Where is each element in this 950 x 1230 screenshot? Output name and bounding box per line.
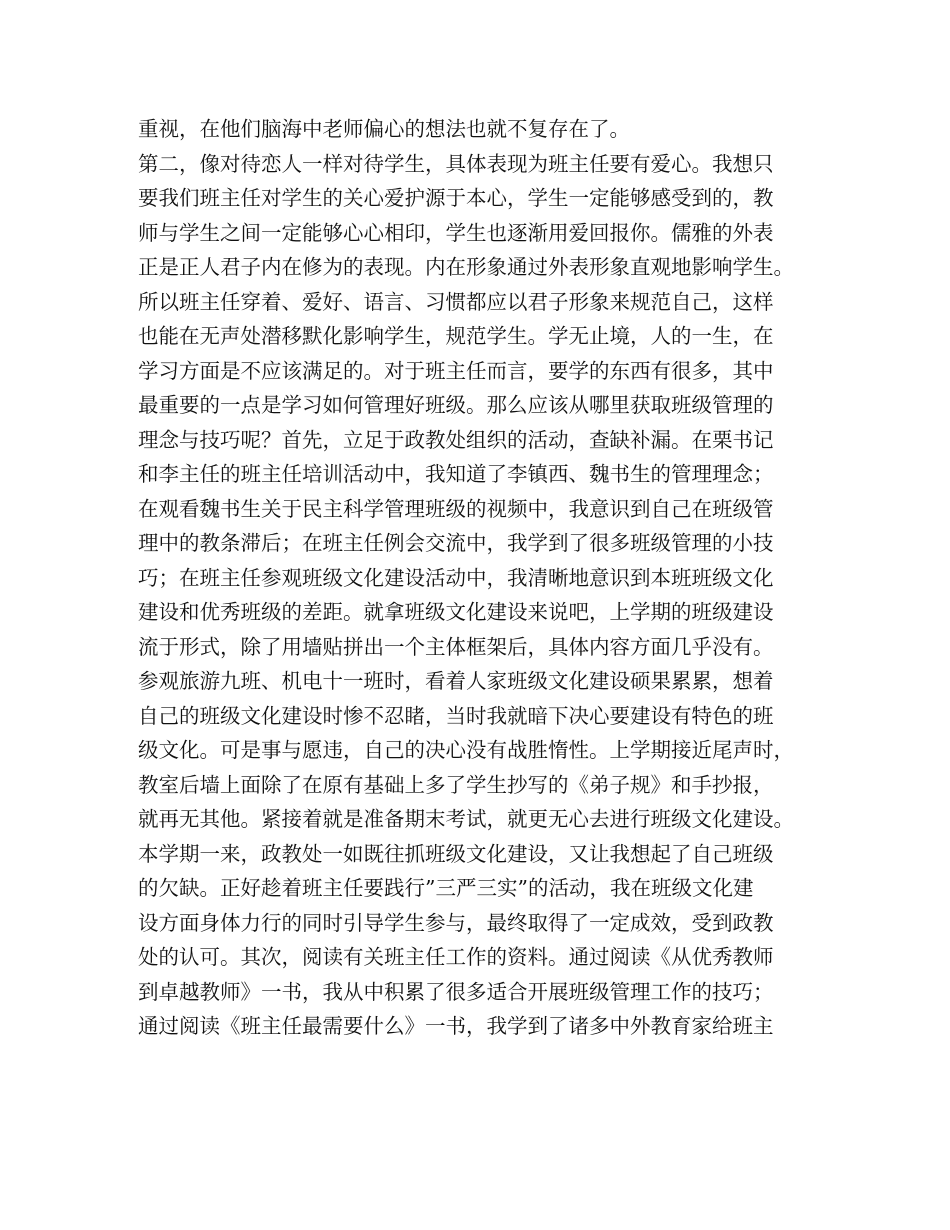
- text-line: 也能在无声处潜移默化影响学生，规范学生。学无止境，人的一生，在: [138, 324, 774, 348]
- text-line: 本学期一来，政教处一如既往抓班级文化建设，又让我想起了自己班级: [138, 841, 774, 866]
- text-line: 正是正人君子内在修为的表现。内在形象通过外表形象直观地影响学生。: [138, 255, 794, 279]
- text-line: 所以班主任穿着、爱好、语言、习惯都应以君子形象来规范自己，这样: [138, 289, 774, 314]
- text-line: 重视，在他们脑海中老师偏心的想法也就不复存在了。: [138, 117, 630, 141]
- text-line: 巧；在班主任参观班级文化建设活动中，我清晰地意识到本班班级文化: [138, 565, 774, 590]
- text-line: 的欠缺。正好趁着班主任要践行”三严三实”的活动，我在班级文化建: [138, 876, 754, 900]
- text-line: 理中的教条滞后；在班主任例会交流中，我学到了很多班级管理的小技: [138, 531, 774, 555]
- text-line: 就再无其他。紧接着就是准备期末考试，就更无心去进行班级文化建设。: [138, 807, 794, 831]
- text-line: 学习方面是不应该满足的。对于班主任而言，要学的东西有很多，其中: [138, 358, 774, 383]
- text-line: 师与学生之间一定能够心心相印，学生也逐渐用爱回报你。儒雅的外表: [138, 220, 774, 245]
- text-line: 处的认可。其次，阅读有关班主任工作的资料。通过阅读《从优秀教师: [138, 945, 774, 969]
- text-line: 到卓越教师》一书，我从中积累了很多适合开展班级管理工作的技巧；: [138, 979, 774, 1004]
- text-line: 要我们班主任对学生的关心爱护源于本心，学生一定能够感受到的，教: [138, 186, 774, 210]
- text-line: 第二，像对待恋人一样对待学生，具体表现为班主任要有爱心。我想只: [138, 151, 774, 176]
- text-line: 建设和优秀班级的差距。就拿班级文化建设来说吧，上学期的班级建设: [138, 600, 774, 624]
- text-line: 和李主任的班主任培训活动中，我知道了李镇西、魏书生的管理理念；: [138, 462, 774, 486]
- text-line: 最重要的一点是学习如何管理好班级。那么应该从哪里获取班级管理的: [138, 393, 774, 417]
- text-line: 参观旅游九班、机电十一班时，看着人家班级文化建设硕果累累，想着: [138, 669, 774, 693]
- text-line: 教室后墙上面除了在原有基础上多了学生抄写的《弟子规》和手抄报，: [138, 772, 774, 797]
- text-line: 在观看魏书生关于民主科学管理班级的视频中，我意识到自己在班级管: [138, 496, 774, 521]
- text-line: 流于形式，除了用墙贴拼出一个主体框架后，具体内容方面几乎没有。: [138, 634, 774, 659]
- text-line: 级文化。可是事与愿违，自己的决心没有战胜惰性。上学期接近尾声时，: [138, 738, 794, 762]
- text-line: 设方面身体力行的同时引导学生参与，最终取得了一定成效，受到政教: [138, 910, 774, 935]
- text-line: 自己的班级文化建设时惨不忍睹，当时我就暗下决心要建设有特色的班: [138, 703, 774, 728]
- body-text: [138, 112, 828, 1044]
- text-line: 通过阅读《班主任最需要什么》一书，我学到了诸多中外教育家给班主: [138, 1014, 774, 1038]
- text-line: 理念与技巧呢？首先，立足于政教处组织的活动，查缺补漏。在栗书记: [138, 427, 774, 452]
